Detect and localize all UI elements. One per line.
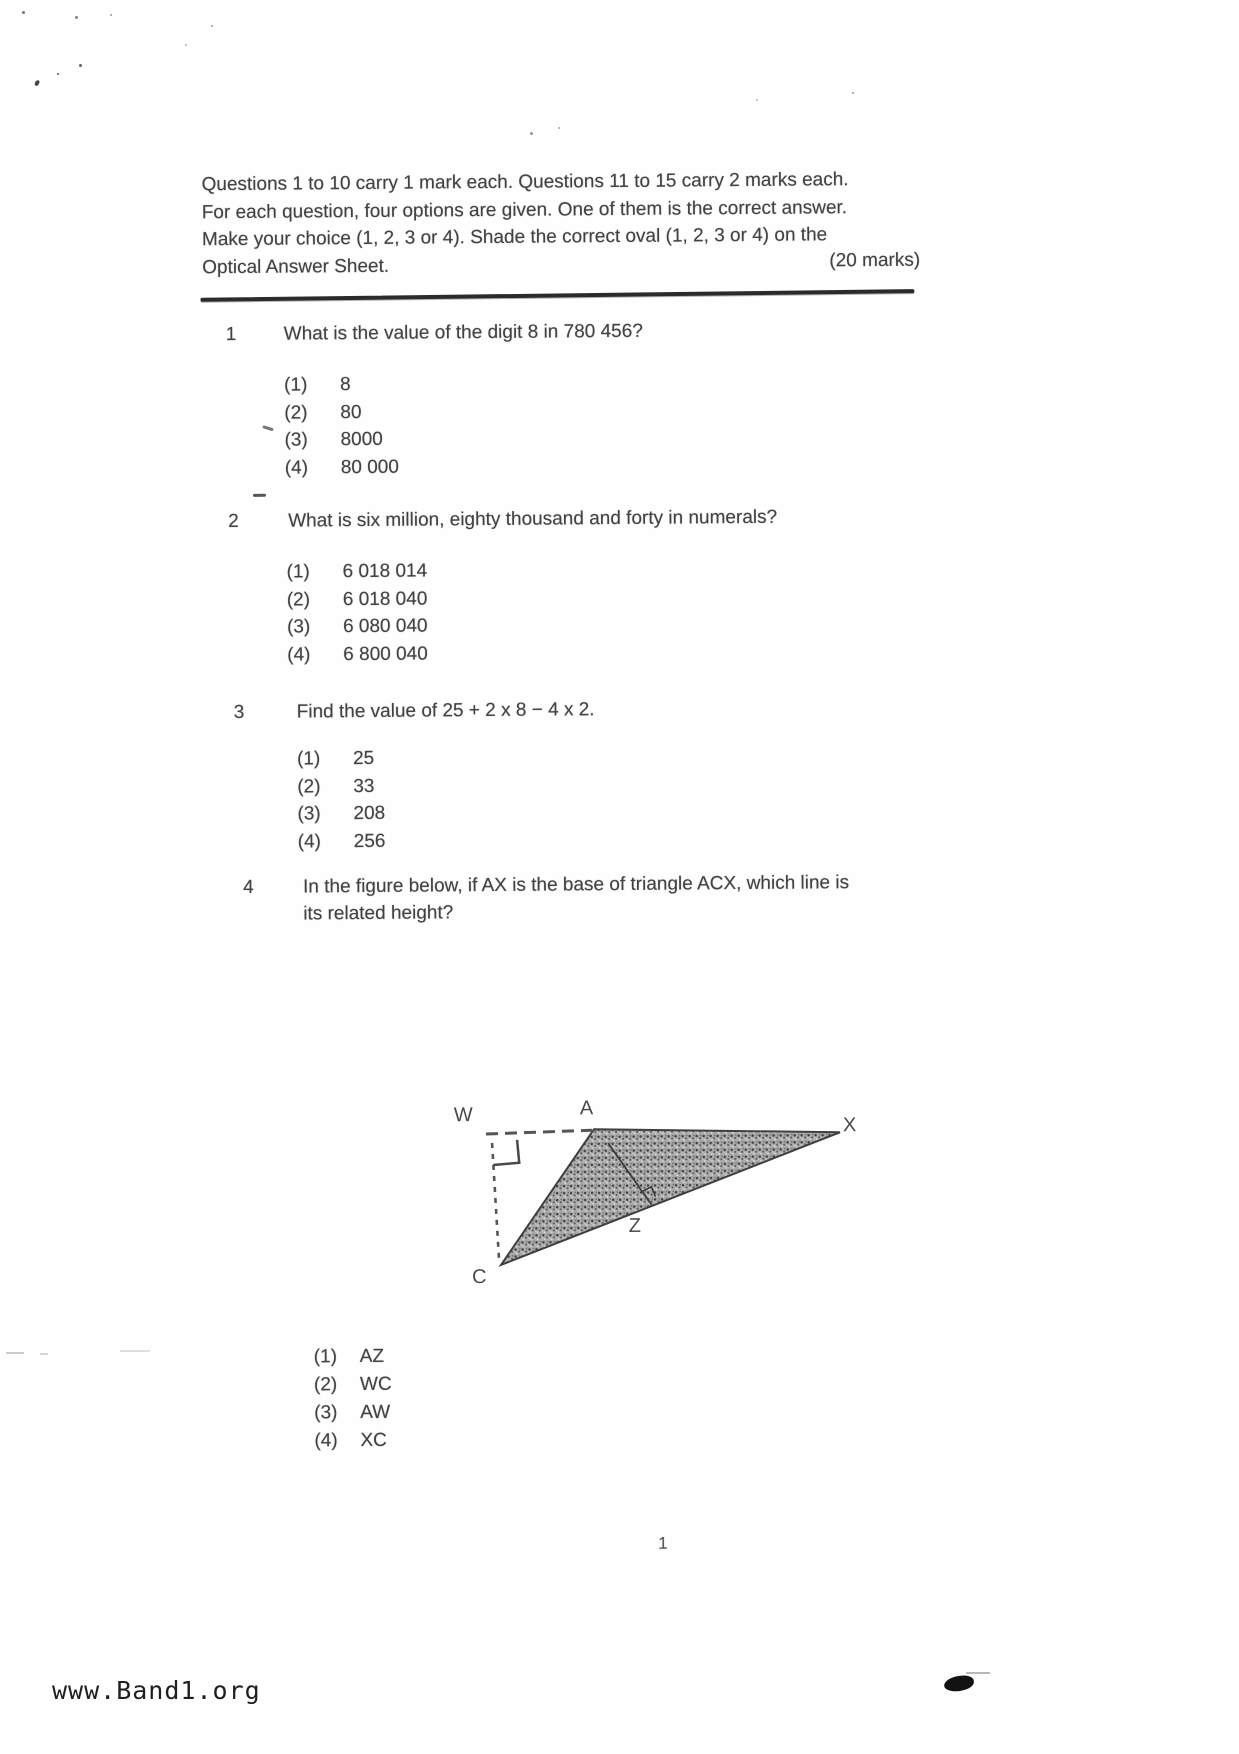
- ink-smudge-dash: [966, 1672, 990, 1674]
- vertex-label-w: W: [453, 1104, 473, 1127]
- vertex-label-a: A: [579, 1097, 594, 1120]
- option: [298, 826, 596, 856]
- option: [286, 555, 777, 586]
- option-label: (1): [313, 1346, 338, 1368]
- option-value: 25: [352, 747, 375, 770]
- option: [314, 1399, 392, 1428]
- section-divider: [200, 289, 914, 302]
- question-1-options: [284, 369, 644, 482]
- option: [287, 582, 778, 613]
- footer-website-url: www.Band1.org: [52, 1676, 261, 1705]
- question-text: What is the value of the digit 8 in 780 456?: [283, 320, 643, 345]
- page-number: 1: [658, 1533, 668, 1553]
- option-value: 6 018 014: [342, 560, 428, 583]
- option: [297, 771, 595, 801]
- instructions-line: Optical Answer Sheet.: [202, 255, 390, 278]
- question-text: What is six million, eighty thousand and forty in numerals?: [288, 506, 778, 532]
- option-value: XC: [360, 1429, 387, 1452]
- option-value: 80 000: [340, 456, 399, 478]
- option-label: (4): [314, 1430, 338, 1452]
- option: [297, 743, 595, 773]
- option-label: (2): [286, 588, 311, 611]
- question-number: 1: [225, 323, 237, 346]
- option-label: (4): [284, 456, 309, 479]
- option-label: (2): [284, 401, 308, 424]
- vertex-label-z: Z: [628, 1214, 642, 1237]
- dashed-line-wc: [492, 1143, 499, 1259]
- option-label: (3): [284, 429, 308, 451]
- option-value: 33: [353, 775, 375, 797]
- question-number: 3: [233, 701, 245, 724]
- option-label: (4): [287, 643, 311, 666]
- option: [284, 396, 643, 426]
- option-value: 6 018 040: [342, 588, 428, 610]
- option-label: (1): [284, 374, 308, 396]
- instructions-paragraph: [201, 166, 926, 282]
- question-3: [234, 696, 596, 856]
- question-3-options: [297, 743, 596, 855]
- option: [287, 610, 778, 641]
- option-label: (3): [286, 616, 311, 638]
- option-label: (1): [296, 748, 321, 770]
- option-value: 80: [340, 401, 362, 423]
- option-value: 8000: [340, 428, 383, 451]
- vertex-label-c: C: [472, 1266, 487, 1289]
- option: [284, 424, 643, 454]
- triangle-figure: [422, 1084, 894, 1300]
- question-2-options: [286, 555, 778, 669]
- option-value: AZ: [359, 1345, 385, 1368]
- option-label: (3): [297, 803, 321, 825]
- option: [297, 798, 595, 828]
- right-angle-marker-w: [493, 1140, 519, 1165]
- option: [287, 637, 778, 668]
- vertex-label-x: X: [842, 1114, 857, 1137]
- question-text: Find the value of 25 + 2 x 8 − 4 x 2.: [296, 699, 595, 723]
- option-value: 6 080 040: [342, 615, 428, 638]
- option-label: (2): [297, 775, 321, 798]
- scan-speckle: [253, 494, 266, 497]
- option: [314, 1427, 392, 1456]
- option-value: AW: [360, 1401, 391, 1424]
- triangle-acx: [500, 1127, 841, 1265]
- option-value: 256: [353, 830, 386, 852]
- question-4-options: [314, 1343, 393, 1456]
- instructions-line: Questions 1 to 10 carry 1 mark each. Questions 11 to 15 carry 2 marks each.: [201, 169, 849, 196]
- instructions-line: Make your choice (1, 2, 3 or 4). Shade the correct oval (1, 2, 3 or 4) on the: [201, 224, 828, 251]
- option-value: 6 800 040: [343, 642, 428, 665]
- triangle-figure-svg: [422, 1084, 894, 1300]
- option-value: 8: [340, 374, 351, 396]
- total-marks-label: (20 marks): [829, 249, 921, 271]
- question-text: In the figure below, if AX is the base of triangle ACX, which line is its related height?: [302, 872, 850, 925]
- question-number: 4: [242, 876, 254, 898]
- question-1: [226, 318, 644, 482]
- question-number: 2: [228, 510, 239, 533]
- dashed-line-wa: [486, 1130, 592, 1134]
- option-label: (2): [313, 1374, 338, 1396]
- question-4: [243, 869, 849, 928]
- instructions-line: For each question, four options are given. One of them is the correct answer.: [201, 196, 848, 223]
- option: [314, 1371, 392, 1400]
- option-label: (4): [297, 830, 322, 853]
- option: [314, 1343, 392, 1372]
- option: [284, 369, 643, 399]
- option: [285, 451, 644, 481]
- question-2: [228, 504, 778, 669]
- option-value: 208: [353, 802, 386, 825]
- option-value: WC: [359, 1373, 392, 1396]
- option-label: (1): [286, 561, 310, 583]
- option-label: (3): [314, 1402, 338, 1424]
